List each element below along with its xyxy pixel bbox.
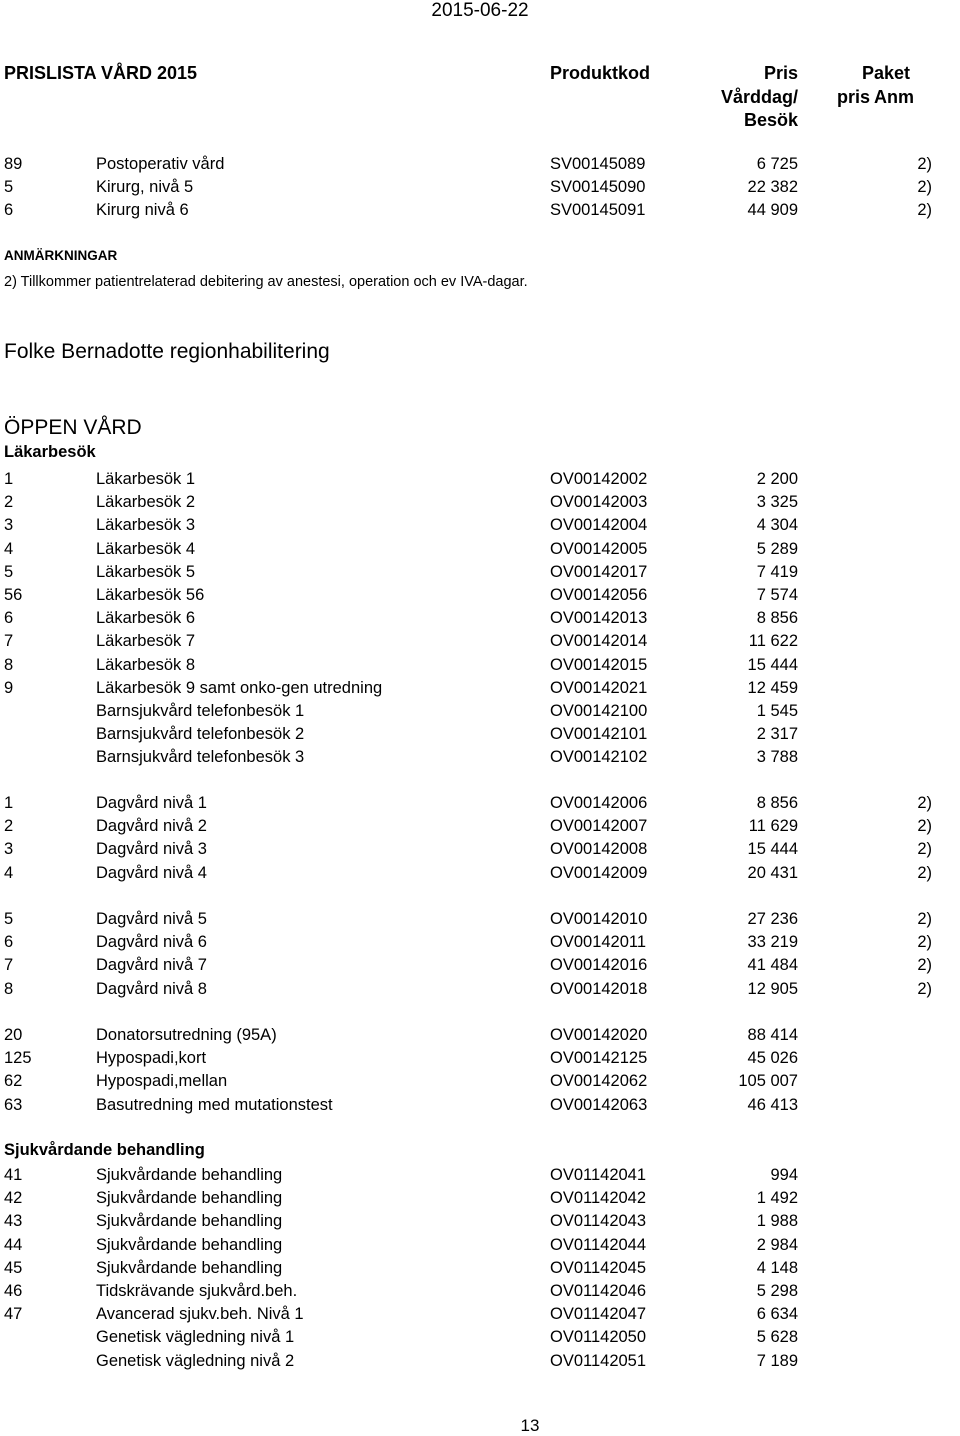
column-header-price-line3: Besök	[743, 110, 798, 130]
row-product-code: OV00142016	[550, 956, 648, 975]
row-price: 27 236	[747, 910, 798, 928]
row-description: Läkarbesök 1	[96, 470, 196, 488]
row-price: 7 189	[756, 1351, 798, 1370]
row-number: 5	[4, 178, 14, 197]
row-product-code: SV00145089	[550, 155, 646, 173]
row-description: Sjukvårdande behandling	[96, 1258, 283, 1277]
column-header-package: Paket	[861, 63, 910, 83]
row-product-code: SV00145090	[550, 178, 646, 197]
row-product-code: OV00142102	[550, 748, 648, 767]
row-price: 44 909	[747, 201, 798, 220]
table-row	[0, 468, 960, 491]
table-row	[0, 607, 960, 630]
row-number: 62	[4, 1072, 23, 1091]
table-row	[0, 1350, 960, 1373]
row-product-code: SV00145091	[550, 201, 646, 220]
table-row	[0, 862, 960, 885]
row-price: 6 725	[756, 155, 798, 173]
column-header-remark: Anm	[874, 87, 914, 107]
row-description: Sjukvårdande behandling	[96, 1166, 283, 1184]
row-description: Barnsjukvård telefonbesök 2	[96, 725, 305, 744]
row-product-code: OV01142044	[550, 1235, 647, 1254]
row-price: 8 856	[756, 609, 798, 628]
table-row	[0, 792, 960, 815]
row-price: 2 200	[756, 470, 798, 488]
row-price: 3 788	[756, 748, 798, 767]
table-row	[0, 700, 960, 723]
row-product-code: OV00142018	[550, 979, 648, 998]
row-description: Dagvård nivå 5	[96, 910, 207, 928]
row-description: Dagvård nivå 6	[96, 933, 207, 952]
row-price: 1 545	[756, 702, 798, 720]
row-price: 12 905	[747, 979, 798, 998]
row-product-code: OV00142013	[550, 609, 648, 628]
row-product-code: OV00142101	[550, 725, 648, 744]
row-description: Kirurg, nivå 5	[96, 178, 194, 197]
row-description: Basutredning med mutationstest	[96, 1095, 333, 1114]
row-description: Genetisk vägledning nivå 2	[96, 1351, 295, 1370]
table-row	[0, 491, 960, 514]
row-description: Dagvård nivå 1	[96, 794, 207, 812]
row-price: 45 026	[747, 1049, 798, 1068]
table-row	[0, 561, 960, 584]
row-number: 41	[4, 1166, 23, 1184]
table-row	[0, 838, 960, 861]
row-description: Läkarbesök 3	[96, 516, 196, 535]
row-description: Läkarbesök 56	[96, 586, 205, 604]
nursing-treatment-heading: Sjukvårdande behandling	[4, 1141, 205, 1159]
row-product-code: OV01142043	[550, 1212, 647, 1231]
row-description: Läkarbesök 8	[96, 655, 196, 674]
column-header-product-code: Produktkod	[550, 63, 651, 83]
row-number: 47	[4, 1305, 23, 1324]
row-product-code: OV00142007	[550, 817, 648, 836]
row-number: 8	[4, 979, 14, 998]
row-product-code: OV00142020	[550, 1026, 648, 1044]
row-price: 994	[770, 1166, 798, 1184]
row-price: 5 289	[756, 539, 798, 558]
row-price: 1 988	[756, 1212, 798, 1231]
row-description: Dagvård nivå 3	[96, 840, 207, 859]
row-price: 11 622	[748, 632, 798, 651]
row-number: 7	[4, 632, 14, 651]
row-price: 6 634	[756, 1305, 798, 1324]
row-product-code: OV00142100	[550, 702, 648, 720]
row-price: 4 304	[756, 516, 798, 535]
row-description: Sjukvårdande behandling	[96, 1212, 283, 1231]
row-description: Sjukvårdande behandling	[96, 1235, 283, 1254]
column-header-price: Pris	[763, 63, 798, 83]
table-row	[0, 1024, 960, 1047]
table-row	[0, 199, 960, 222]
table-row	[0, 538, 960, 561]
row-remark: 2)	[917, 910, 932, 928]
doctor-visit-heading: Läkarbesök	[4, 443, 96, 461]
row-price: 7 419	[756, 562, 798, 581]
row-number: 5	[4, 562, 14, 581]
column-header-package-line2: pris	[836, 87, 870, 107]
table-row	[0, 746, 960, 769]
table-row	[0, 954, 960, 977]
row-number: 2	[4, 817, 14, 836]
row-product-code: OV00142056	[550, 586, 648, 604]
row-product-code: OV00142017	[550, 562, 648, 581]
row-product-code: OV00142021	[550, 678, 648, 697]
row-number: 2	[4, 493, 14, 512]
row-description: Genetisk vägledning nivå 1	[96, 1328, 295, 1347]
row-description: Läkarbesök 7	[96, 632, 196, 651]
row-remark: 2)	[917, 817, 932, 836]
row-number: 4	[4, 539, 14, 558]
row-description: Barnsjukvård telefonbesök 1	[96, 702, 305, 720]
table-row	[0, 514, 960, 537]
row-description: Avancerad sjukv.beh. Nivå 1	[96, 1305, 304, 1324]
row-product-code: OV00142002	[550, 470, 648, 488]
row-price: 4 148	[756, 1258, 798, 1277]
table-row	[0, 654, 960, 677]
row-price: 15 444	[747, 655, 798, 674]
row-price: 20 431	[747, 863, 798, 882]
row-number: 6	[4, 609, 14, 628]
row-price: 2 984	[756, 1235, 798, 1254]
row-product-code: OV00142125	[550, 1049, 648, 1068]
row-number: 56	[4, 586, 23, 604]
remarks-text: 2) Tillkommer patientrelaterad debitering av anestesi, operation och ev IVA-dagar.	[4, 274, 528, 290]
row-number: 125	[4, 1049, 32, 1068]
row-product-code: OV00142014	[550, 632, 648, 651]
row-price: 88 414	[747, 1026, 798, 1044]
row-product-code: OV01142046	[550, 1282, 647, 1300]
table-row	[0, 908, 960, 931]
row-remark: 2)	[917, 956, 932, 975]
row-price: 105 007	[738, 1072, 798, 1091]
row-product-code: OV01142051	[550, 1351, 647, 1370]
pricelist-title: PRISLISTA VÅRD 2015	[4, 63, 198, 83]
table-row	[0, 723, 960, 746]
row-number: 3	[4, 840, 14, 859]
row-product-code: OV00142004	[550, 516, 648, 535]
row-price: 46 413	[747, 1095, 798, 1114]
table-row	[0, 1164, 960, 1187]
row-number: 44	[4, 1235, 23, 1254]
row-product-code: OV00142010	[550, 910, 648, 928]
row-number: 43	[4, 1212, 23, 1231]
table-row	[0, 584, 960, 607]
row-number: 63	[4, 1095, 23, 1114]
row-description: Läkarbesök 5	[96, 562, 196, 581]
row-price: 8 856	[756, 794, 798, 812]
row-remark: 2)	[917, 840, 932, 859]
row-number: 7	[4, 956, 14, 975]
row-number: 45	[4, 1258, 23, 1277]
row-remark: 2)	[917, 178, 932, 197]
table-row	[0, 1280, 960, 1303]
row-price: 22 382	[747, 178, 798, 197]
row-product-code: OV01142047	[550, 1305, 647, 1324]
row-price: 2 317	[756, 725, 798, 744]
row-remark: 2)	[917, 863, 932, 882]
open-care-heading: ÖPPEN VÅRD	[4, 416, 142, 439]
row-number: 46	[4, 1282, 23, 1300]
table-row	[0, 978, 960, 1001]
row-product-code: OV00142015	[550, 655, 648, 674]
row-product-code: OV00142011	[550, 933, 647, 952]
row-number: 20	[4, 1026, 23, 1044]
row-description: Läkarbesök 6	[96, 609, 196, 628]
row-product-code: OV01142041	[550, 1166, 647, 1184]
row-product-code: OV00142063	[550, 1095, 648, 1114]
table-row	[0, 153, 960, 176]
row-price: 1 492	[756, 1189, 798, 1208]
row-number: 9	[4, 678, 14, 697]
row-description: Läkarbesök 4	[96, 539, 196, 558]
row-description: Dagvård nivå 2	[96, 817, 207, 836]
table-row	[0, 1326, 960, 1349]
section-title: Folke Bernadotte regionhabilitering	[4, 340, 330, 363]
row-description: Kirurg nivå 6	[96, 201, 189, 220]
table-row	[0, 1070, 960, 1093]
table-row	[0, 931, 960, 954]
row-product-code: OV00142006	[550, 794, 648, 812]
row-number: 3	[4, 516, 14, 535]
row-product-code: OV00142062	[550, 1072, 648, 1091]
row-number: 42	[4, 1189, 23, 1208]
row-description: Dagvård nivå 8	[96, 979, 207, 998]
table-row	[0, 1303, 960, 1326]
row-remark: 2)	[917, 201, 932, 220]
table-row	[0, 1187, 960, 1210]
row-price: 33 219	[747, 933, 798, 952]
row-description: Hypospadi,kort	[96, 1049, 207, 1068]
row-description: Tidskrävande sjukvård.beh.	[96, 1282, 298, 1300]
row-price: 12 459	[747, 678, 798, 697]
row-product-code: OV00142003	[550, 493, 648, 512]
row-price: 41 484	[747, 956, 798, 975]
row-product-code: OV01142042	[550, 1189, 647, 1208]
row-description: Dagvård nivå 4	[96, 863, 207, 882]
row-product-code: OV01142045	[550, 1258, 647, 1277]
row-price: 5 628	[756, 1328, 798, 1347]
document-date: 2015-06-22	[431, 0, 529, 21]
row-description: Läkarbesök 9 samt onko-gen utredning	[96, 678, 383, 697]
row-price: 11 629	[748, 817, 798, 836]
row-description: Sjukvårdande behandling	[96, 1189, 283, 1208]
row-number: 4	[4, 863, 14, 882]
table-row	[0, 1234, 960, 1257]
table-row	[0, 1094, 960, 1117]
row-price: 7 574	[756, 586, 798, 604]
row-remark: 2)	[917, 979, 932, 998]
column-header-price-line2: Vårddag/	[720, 87, 798, 107]
table-row	[0, 630, 960, 653]
row-remark: 2)	[917, 933, 932, 952]
row-product-code: OV00142009	[550, 863, 648, 882]
row-number: 6	[4, 933, 14, 952]
row-description: Barnsjukvård telefonbesök 3	[96, 748, 305, 767]
page-number: 13	[520, 1416, 540, 1435]
row-product-code: OV00142005	[550, 539, 648, 558]
row-price: 3 325	[756, 493, 798, 512]
row-remark: 2)	[917, 155, 932, 173]
row-number: 1	[4, 794, 14, 812]
row-number: 1	[4, 470, 14, 488]
row-description: Hypospadi,mellan	[96, 1072, 228, 1091]
row-remark: 2)	[917, 794, 932, 812]
table-row	[0, 1210, 960, 1233]
row-number: 89	[4, 155, 23, 173]
row-number: 5	[4, 910, 14, 928]
remarks-title: ANMÄRKNINGAR	[4, 248, 118, 263]
row-product-code: OV01142050	[550, 1328, 647, 1347]
row-price: 15 444	[747, 840, 798, 859]
row-description: Läkarbesök 2	[96, 493, 196, 512]
row-product-code: OV00142008	[550, 840, 648, 859]
row-number: 6	[4, 201, 14, 220]
table-row	[0, 1257, 960, 1280]
table-row	[0, 677, 960, 700]
row-price: 5 298	[756, 1282, 798, 1300]
table-row	[0, 815, 960, 838]
row-description: Postoperativ vård	[96, 155, 225, 173]
row-number: 8	[4, 655, 14, 674]
table-row	[0, 176, 960, 199]
table-row	[0, 1047, 960, 1070]
row-description: Dagvård nivå 7	[96, 956, 207, 975]
row-description: Donatorsutredning (95A)	[96, 1026, 277, 1044]
